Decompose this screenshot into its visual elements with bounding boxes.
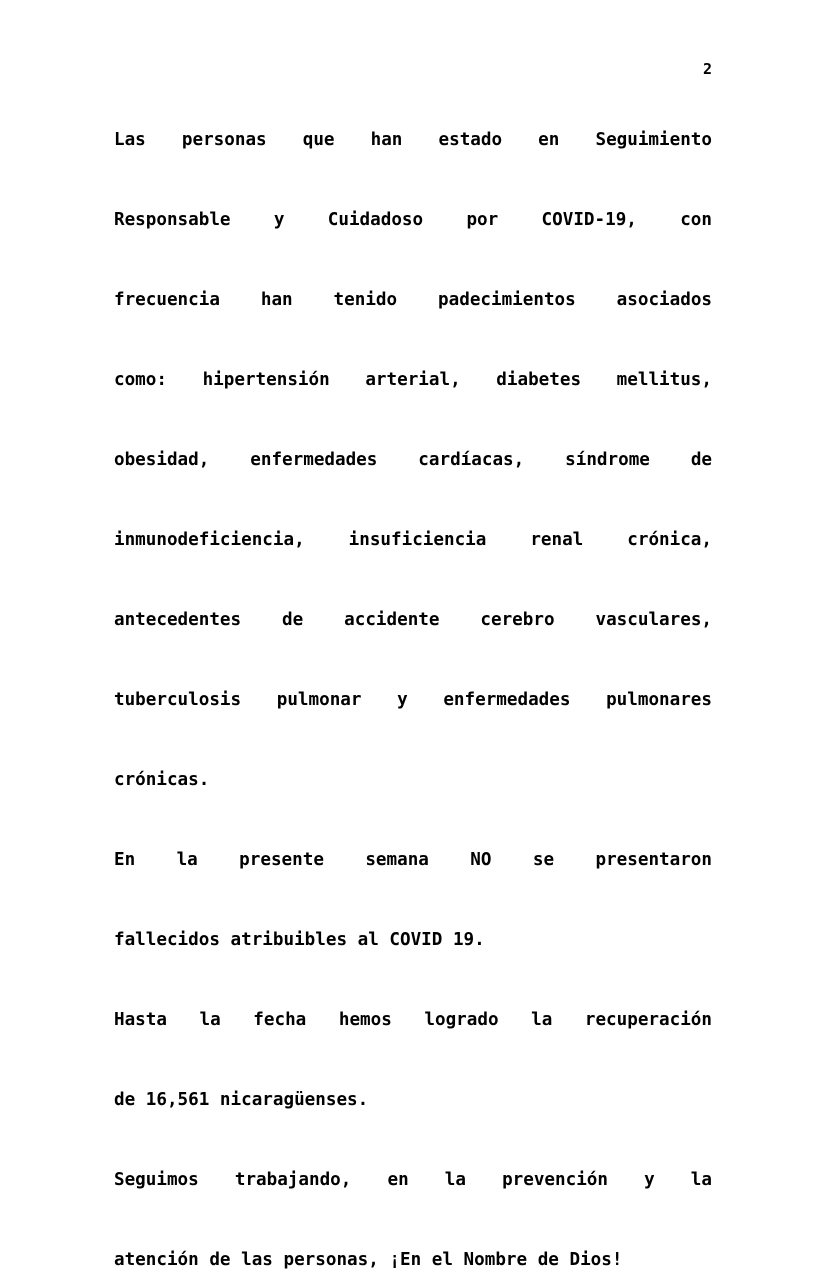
paragraph-fallecidos xyxy=(114,840,712,960)
text-line: Seguimos trabajando, en la prevención y la xyxy=(114,1170,712,1190)
paragraph-antecedentes xyxy=(114,120,712,800)
document-body xyxy=(114,120,712,1280)
text-line: atención de las personas, ¡En el Nombre de Dios! xyxy=(114,1250,623,1270)
page-number: 2 xyxy=(702,60,712,78)
text-line: obesidad, enfermedades cardíacas, síndrome de xyxy=(114,450,712,470)
text-line: En la presente semana NO se presentaron xyxy=(114,850,712,870)
text-line: crónicas. xyxy=(114,770,210,790)
text-line: frecuencia han tenido padecimientos asociados xyxy=(114,290,712,310)
text-line: de 16,561 nicaragüenses. xyxy=(114,1090,369,1110)
paragraph-recuperados xyxy=(114,1000,712,1120)
text-line: Hasta la fecha hemos logrado la recuperación xyxy=(114,1010,712,1030)
text-line: fallecidos atribuibles al COVID 19. xyxy=(114,930,485,950)
text-line: antecedentes de accidente cerebro vasculares, xyxy=(114,610,712,630)
paragraph-cierre xyxy=(114,1160,712,1280)
text-line: como: hipertensión arterial, diabetes mellitus, xyxy=(114,370,712,390)
text-line: inmunodeficiencia, insuficiencia renal crónica, xyxy=(114,530,712,550)
text-line: Las personas que han estado en Seguimiento xyxy=(114,130,712,150)
text-line: tuberculosis pulmonar y enfermedades pulmonares xyxy=(114,690,712,710)
text-line: Responsable y Cuidadoso por COVID-19, con xyxy=(114,210,712,230)
